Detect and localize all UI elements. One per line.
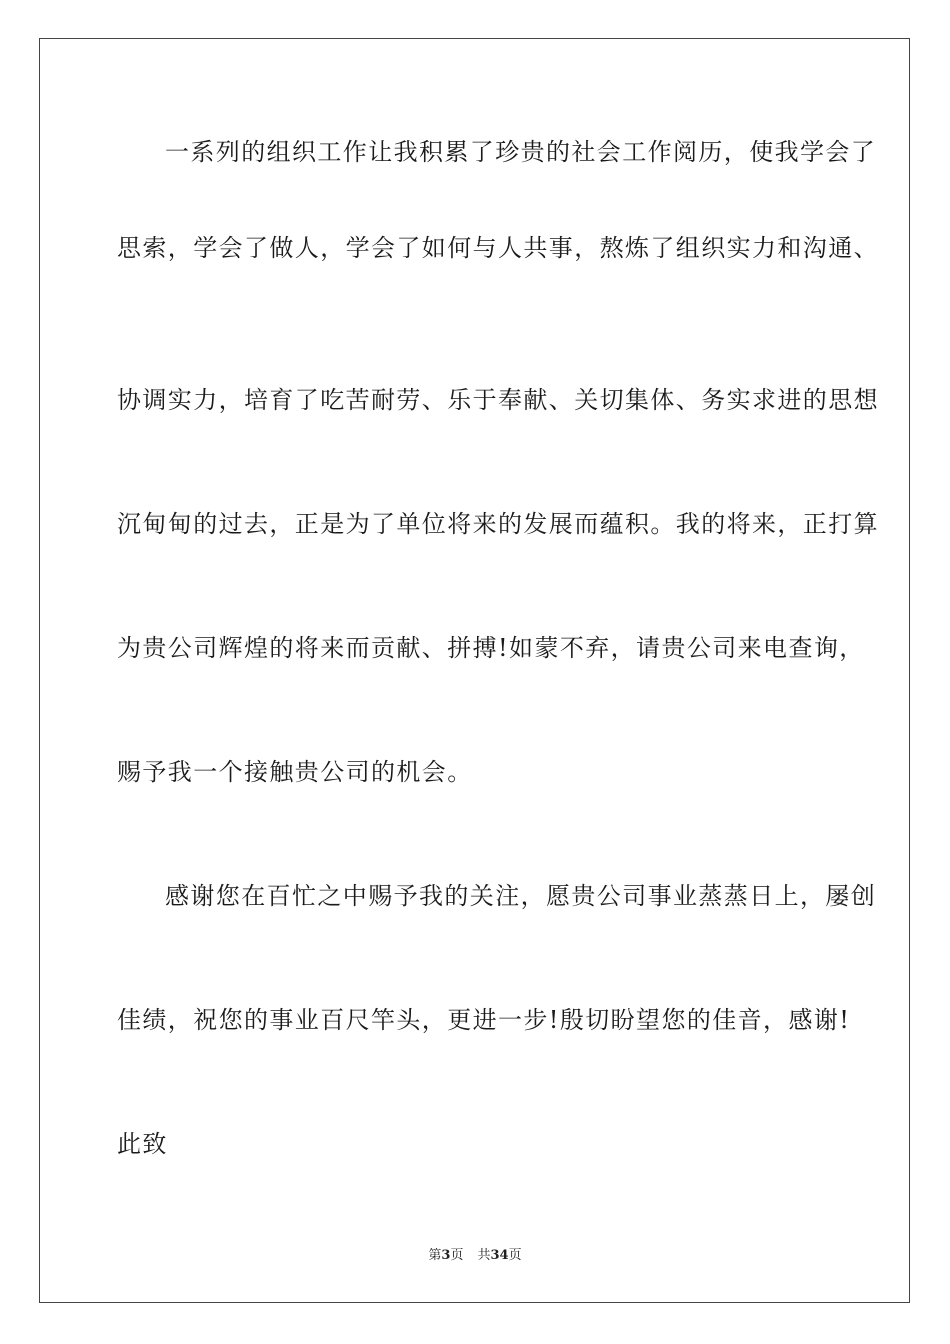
total-pages: 34 xyxy=(490,1248,509,1263)
paragraph-line-7: 感谢您在百忙之中赐予我的关注，愿贵公司事业蒸蒸日上，屡创 xyxy=(165,882,877,910)
paragraph-line-5: 为贵公司辉煌的将来而贡献、拼搏!如蒙不弃，请贵公司来电查询， xyxy=(117,634,865,662)
paragraph-line-8: 佳绩，祝您的事业百尺竿头，更进一步!殷切盼望您的佳音，感谢! xyxy=(117,1006,851,1034)
page-suffix: 页 xyxy=(450,1248,464,1263)
total-prefix: 共 xyxy=(477,1248,491,1263)
page-border xyxy=(39,38,910,1303)
paragraph-line-3: 协调实力，培育了吃苦耐劳、乐于奉献、关切集体、务实求进的思想 xyxy=(117,386,879,414)
paragraph-line-1: 一系列的组织工作让我积累了珍贵的社会工作阅历，使我学会了 xyxy=(165,138,877,166)
page-footer xyxy=(0,1248,950,1264)
paragraph-line-2: 思索，学会了做人，学会了如何与人共事，熬炼了组织实力和沟通、 xyxy=(117,234,879,262)
closing-salutation: 此致 xyxy=(117,1130,168,1158)
paragraph-line-4: 沉甸甸的过去，正是为了单位将来的发展而蕴积。我的将来，正打算 xyxy=(117,510,879,538)
paragraph-line-6: 赐予我一个接触贵公司的机会。 xyxy=(117,758,473,786)
total-suffix: 页 xyxy=(508,1248,522,1263)
page-number: 3 xyxy=(441,1248,451,1263)
page-prefix: 第 xyxy=(428,1248,442,1263)
